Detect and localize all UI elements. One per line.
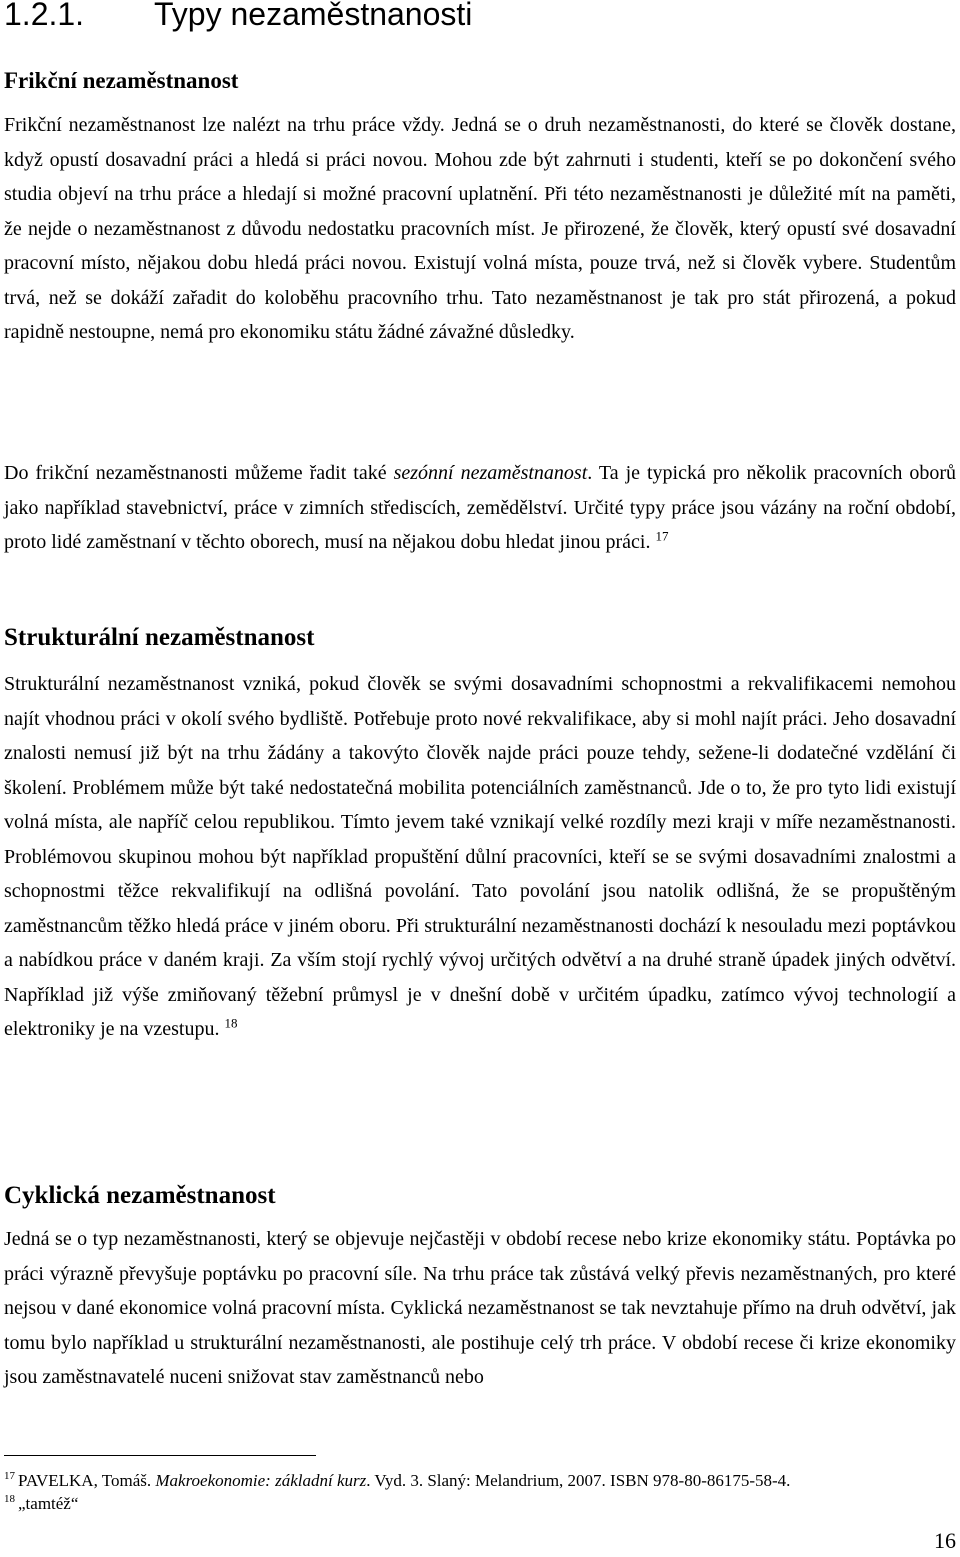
footnote-number: 18 <box>4 1493 15 1506</box>
heading-frikcni: Frikční nezaměstnanost <box>4 68 239 93</box>
paragraph-frikcni-2-end: . Ta je typická pro několik pracovních oborů jako například stavebnictví, práce v zimních střediscích, zemědělství. Určité typy práce jsou vázány na roční období, proto lidé zaměstnaní v těchto oborech, musí na nějakou dobu hledat jinou práci. <box>4 462 956 553</box>
section-number: 1.2.1. <box>4 0 85 32</box>
paragraph-frikcni-2 <box>4 456 956 560</box>
footnote-18 <box>4 1493 956 1515</box>
paragraph-frikcni-2-start: Do frikční nezaměstnanosti můžeme řadit také <box>4 462 394 484</box>
footnote-divider <box>4 1455 316 1456</box>
paragraph-frikcni-1: Frikční nezaměstnanost lze nalézt na trhu práce vždy. Jedná se o druh nezaměstnanosti, do které se člověk dostane, když opustí dosavadní práci a hledá si práci novou. Mohou zde být zahrnuti i studenti, kteří se po dokončení svého studia objeví na trhu práce a hledají si možné pracovní uplatnění. Při této nezaměstnanosti je důležité mít na paměti, že nejde o nezaměstnanost z důvodu nedostatku pracovních míst. Je přirozené, že člověk, který opustí své dosavadní pracovní místo, nějakou dobu hledá práci novou. Existují volná místa, pouze trvá, než si člověk vybere. Studentům trvá, než se dokáží zařadit do koloběhu pracovního trhu. Tato nezaměstnanost je tak pro stát přirozená, a pokud rapidně nestoupne, nemá pro ekonomiku státu žádné závažné důsledky. <box>4 114 956 343</box>
paragraph-strukturalni-text: Strukturální nezaměstnanost vzniká, pokud člověk se svými dosavadními schopnostmi a rekvalifikacemi nemohou najít vhodnou práci v okolí svého bydliště. Potřebuje proto nové rekvalifikace, aby si mohl najít práci. Jeho dosavadní znalosti nemusí již být na trhu žádány a takovýto člověk najde práci pouze tehdy, seženе-li dodatečné vzdělání či školení. Problémem může být také nedostatečná mobilita potenciálních zaměstnanců. Jde o to, že pro tyto lidi existují volná místa, ale napříč celou republikou. Tímto jevem také vznikají velké rozdíly mezi kraji v míře nezaměstnanosti. Problémovou skupinou mohou být například propuštění důlní pracovníci, kteří se se svými dosavadními znalostmi a schopnostmi těžce rekvalifikují na odlišná povolání. Tato povolání jsou natolik odlišná, že se propuštěným zaměstnancům těžko hledá práce v jiném oboru. Při strukturální nezaměstnanosti dochází k nesouladu mezi poptávkou a nabídkou práce v daném kraji. Za vším stojí rychlý vývoj určitých odvětví a na druhé straně úpadek jiných odvětví. Například již výše zmiňovaný těžební průmysl je v dnešní době v určitém úpadku, zatímco vývoj technologií a elektroniky je na vzestupu. <box>4 673 956 1040</box>
footnote-book-title: Makroekonomie: základní kurz <box>155 1471 367 1490</box>
footnote-ref-18: 18 <box>224 1015 238 1031</box>
paragraph-cyklicka: Jedná se o typ nezaměstnanosti, který se objevuje nejčastěji v období recese nebo krize ekonomiky státu. Poptávka po práci výrazně převyšuje poptávku po pracovní síle. Na trhu práce tak zůstává velký převis nezaměstnaných, pro které nejsou v dané ekonomice volná pracovní místa. Cyklická nezaměstnanost se tak nevztahuje přímo na druh odvětví, jak tomu bylo například u strukturální nezaměstnanosti, ale postihuje celý trh práce. V období recese či krize ekonomiky jsou zaměstnavatelé nuceni snižovat stav zaměstnanců nebo <box>4 1228 956 1388</box>
footnote-ref-17: 17 <box>655 528 669 544</box>
footnote-publication: . Vyd. 3. Slaný: Melandrium, 2007. ISBN 978-80-86175-58-4. <box>366 1471 791 1490</box>
heading-cyklicka: Cyklická nezaměstnanost <box>4 1182 276 1209</box>
paragraph-strukturalni <box>4 667 956 1047</box>
section-heading <box>4 0 472 34</box>
term-sezonni: sezónní nezaměstnanost <box>393 462 588 484</box>
page-number: 16 <box>934 1528 956 1553</box>
heading-strukturalni: Strukturální nezaměstnanost <box>4 624 315 651</box>
footnote-text: „tamtéž“ <box>18 1494 79 1513</box>
footnote-number: 17 <box>4 1470 15 1483</box>
footnote-author: PAVELKA, Tomáš. <box>18 1471 156 1490</box>
section-title: Typy nezaměstnanosti <box>154 0 473 32</box>
footnote-17 <box>4 1470 956 1492</box>
